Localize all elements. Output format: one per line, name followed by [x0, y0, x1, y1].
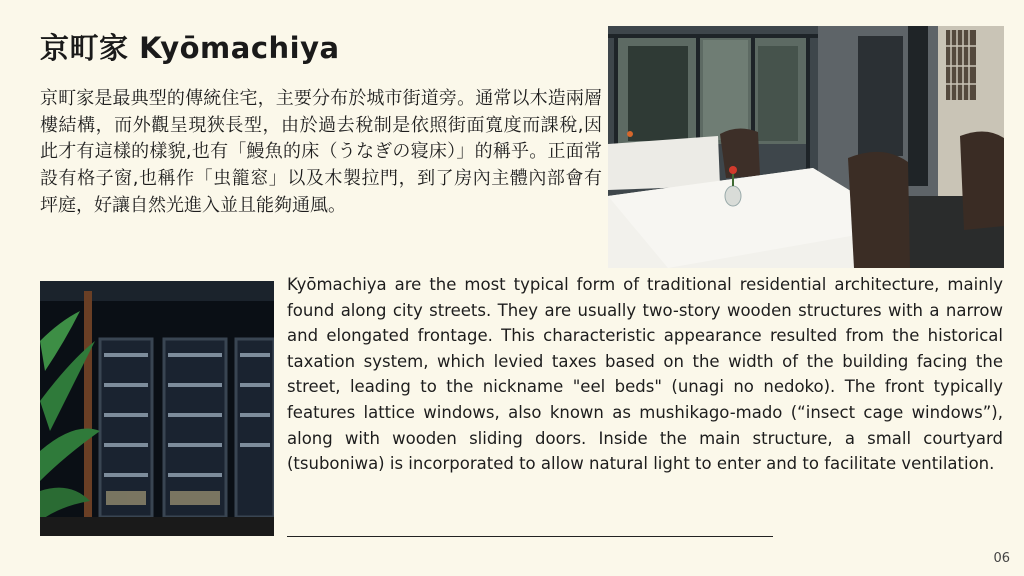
page-title: 京町家 Kyōmachiya: [40, 31, 340, 65]
divider-line: [287, 536, 773, 537]
dining-room-photo: [608, 26, 1004, 268]
chinese-paragraph: 京町家是最典型的傳統住宅，主要分布於城市街道旁。通常以木造兩層樓結構，而外觀呈現狹長型，由於過去稅制是依照街面寬度而課稅,因此才有這樣的樣貌,也有「鰻魚的床（うなぎの寝床）」的稱乎。正面常設有格子窗,也稱作「虫籠窓」以及木製拉門，到了房內主體內部會有坪庭，好讓自然光進入並且能夠通風。: [40, 88, 602, 216]
wine-cellar-photo: [40, 281, 274, 536]
page-number: 06: [993, 551, 1010, 566]
english-paragraph: Kyōmachiya are the most typical form of traditional residential architecture, mainly found along city streets. They are usually two-story wooden structures with a narrow and elongated frontage. This characteristic appearance resulted from the historical taxation system, which levied taxes based on the width of the building facing the street, leading to the nickname "eel beds" (unagi no nedoko). The front typically features lattice windows, also known as mushikago-mado (“insect cage windows”), along with wooden sliding doors. Inside the main structure, a small courtyard (tsuboniwa) is incorporated to allow natural light to enter and to facilitate ventilation.: [287, 275, 1003, 474]
